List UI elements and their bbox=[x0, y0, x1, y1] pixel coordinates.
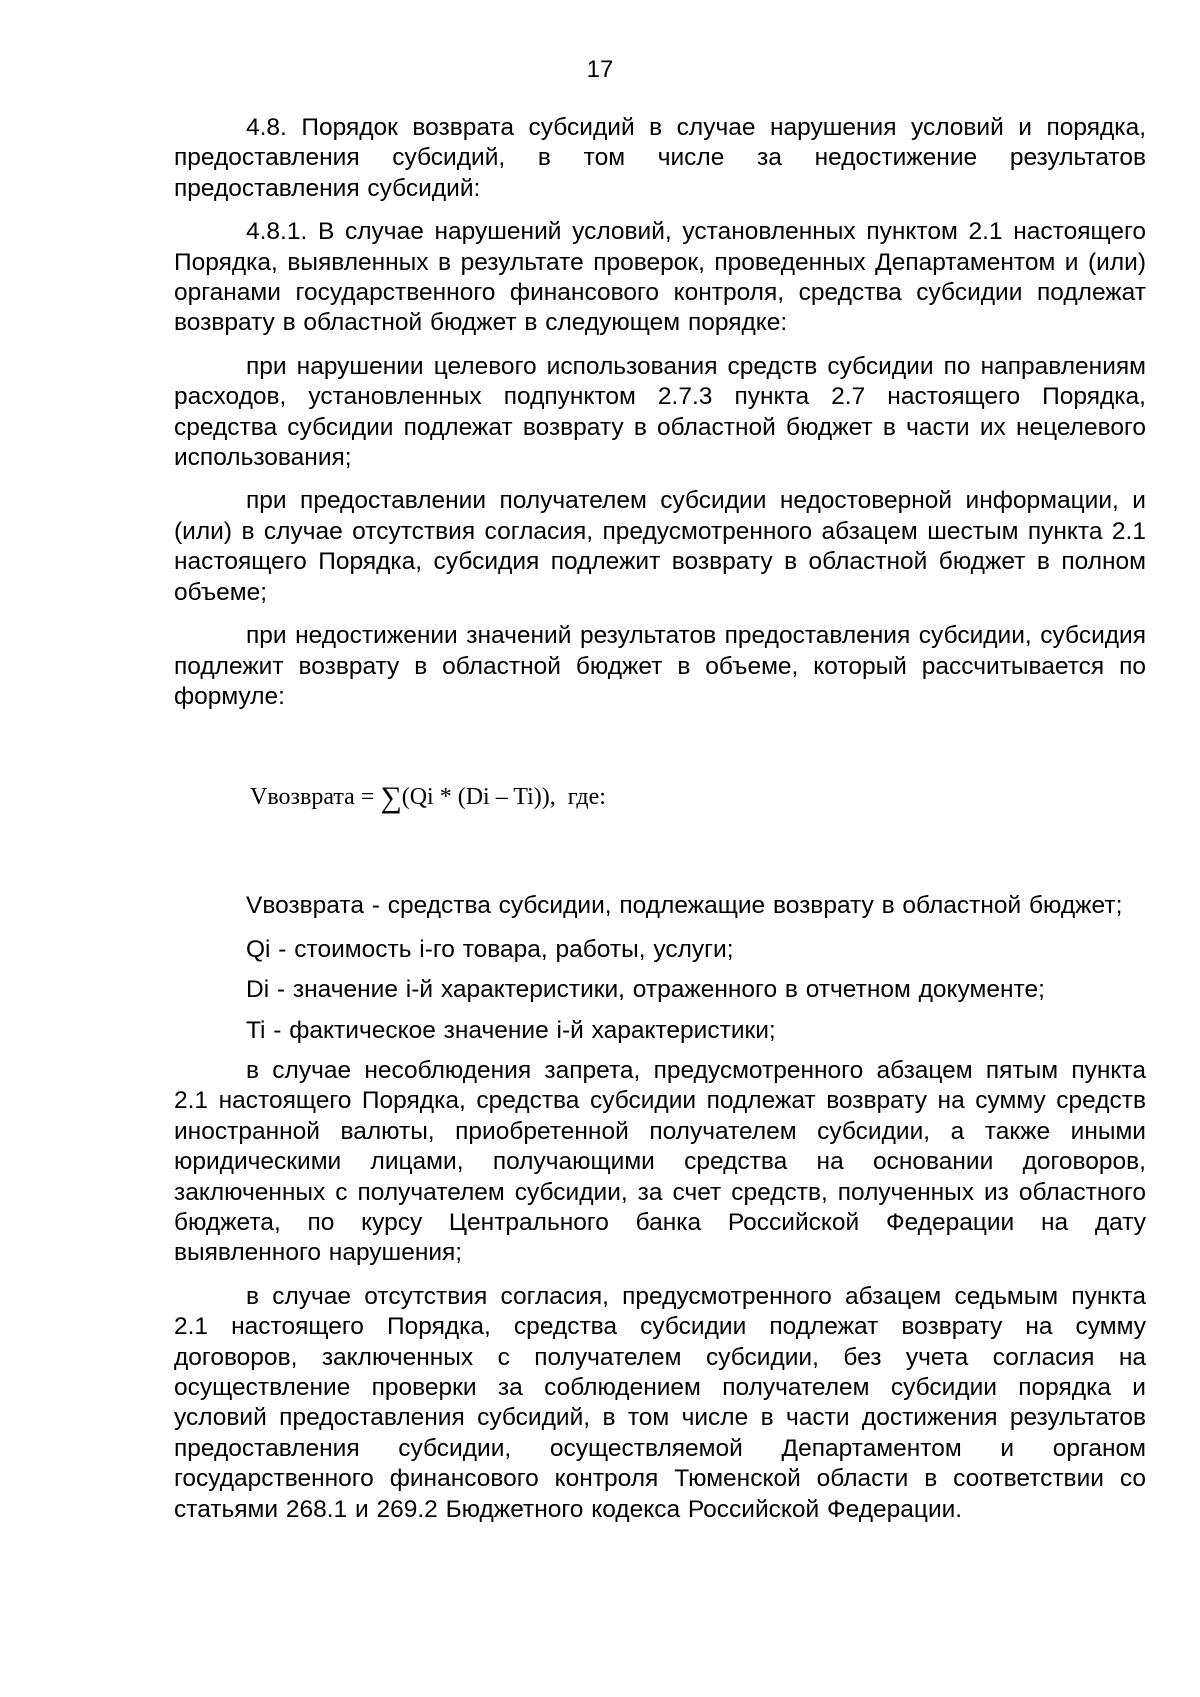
paragraph-no-consent: в случае отсутствия согласия, предусмотренного абзацем седьмым пункта 2.1 настоящего Порядка, средства субсидии подлежат возврату на сумму договоров, заключенных с получателем субсидии, без учета согласия на осуществление проверки за соблюдением получателем субсидии порядка и условий предоставления субсидий, в том числе в части достижения результатов предоставления субсидии, осуществляемой Департаментом и органом государственного финансового контроля Тюменской области в соответствии со статьями 268.1 и 269.2 Бюджетного кодекса Российской Федерации. bbox=[174, 1282, 1146, 1523]
formula-rhs: (Qi * (Di – Ti)), bbox=[401, 784, 556, 811]
formula-lhs: Vвозврата = bbox=[250, 784, 375, 811]
sum-symbol: ∑ bbox=[380, 781, 402, 815]
paragraph-4-8-1: 4.8.1. В случае нарушений условий, установленных пунктом 2.1 настоящего Порядка, выявленных в результате проверок, проведенных Департаментом и (или) органами государственного финансового контроля, средства субсидии подлежат возврату в областной бюджет в следующем порядке: bbox=[174, 218, 1146, 337]
paragraph-results-not-achieved: при недостижении значений результатов предоставления субсидии, субсидия подлежит возврату в областной бюджет в объеме, который рассчитывается по формуле: bbox=[174, 622, 1146, 710]
paragraph-misuse: при нарушении целевого использования средств субсидии по направлениям расходов, установленных подпунктом 2.7.3 пункта 2.7 настоящего Порядка, средства субсидии подлежат возврату в областной бюджет в части их нецелевого использования; bbox=[174, 352, 1146, 472]
document-body bbox=[174, 113, 1146, 1538]
paragraph-foreign-currency: в случае несоблюдения запрета, предусмотренного абзацем пятым пункта 2.1 настоящего Порядка, средства субсидии подлежат возврату на сумму средств иностранной валюты, приобретенной получателем субсидии, а также иными юридическими лицами, получающими средства на основании договоров, заключенных с получателем субсидии, за счет средств, полученных из областного бюджета, по курсу Центрального банка Российской Федерации на дату выявленного нарушения; bbox=[174, 1056, 1146, 1267]
definition-di: Di - значение i-й характеристики, отраженного в отчетном документе; bbox=[246, 976, 1045, 1004]
page-number: 17 bbox=[586, 56, 614, 83]
refund-formula bbox=[174, 725, 1146, 891]
paragraph-false-info: при предоставлении получателем субсидии недостоверной информации, и (или) в случае отсутствия согласия, предусмотренного абзацем шестым пункта 2.1 настоящего Порядка, субсидия подлежит возврату в областной бюджет в полном объеме; bbox=[174, 487, 1146, 606]
definition-v-refund: Vвозврата - средства субсидии, подлежащие возврату в областной бюджет; bbox=[246, 892, 1123, 920]
definition-qi: Qi - стоимость i-го товара, работы, услуги; bbox=[246, 935, 734, 963]
formula-expression bbox=[250, 782, 606, 813]
definition-ti: Ti - фактическое значение i-й характеристики; bbox=[246, 1016, 776, 1044]
formula-suffix: где: bbox=[567, 784, 606, 811]
section-heading-4-8: 4.8. Порядок возврата субсидий в случае нарушения условий и порядка, предоставления субсидий, в том числе за недостижение результатов предоставления субсидий: bbox=[174, 114, 1146, 202]
